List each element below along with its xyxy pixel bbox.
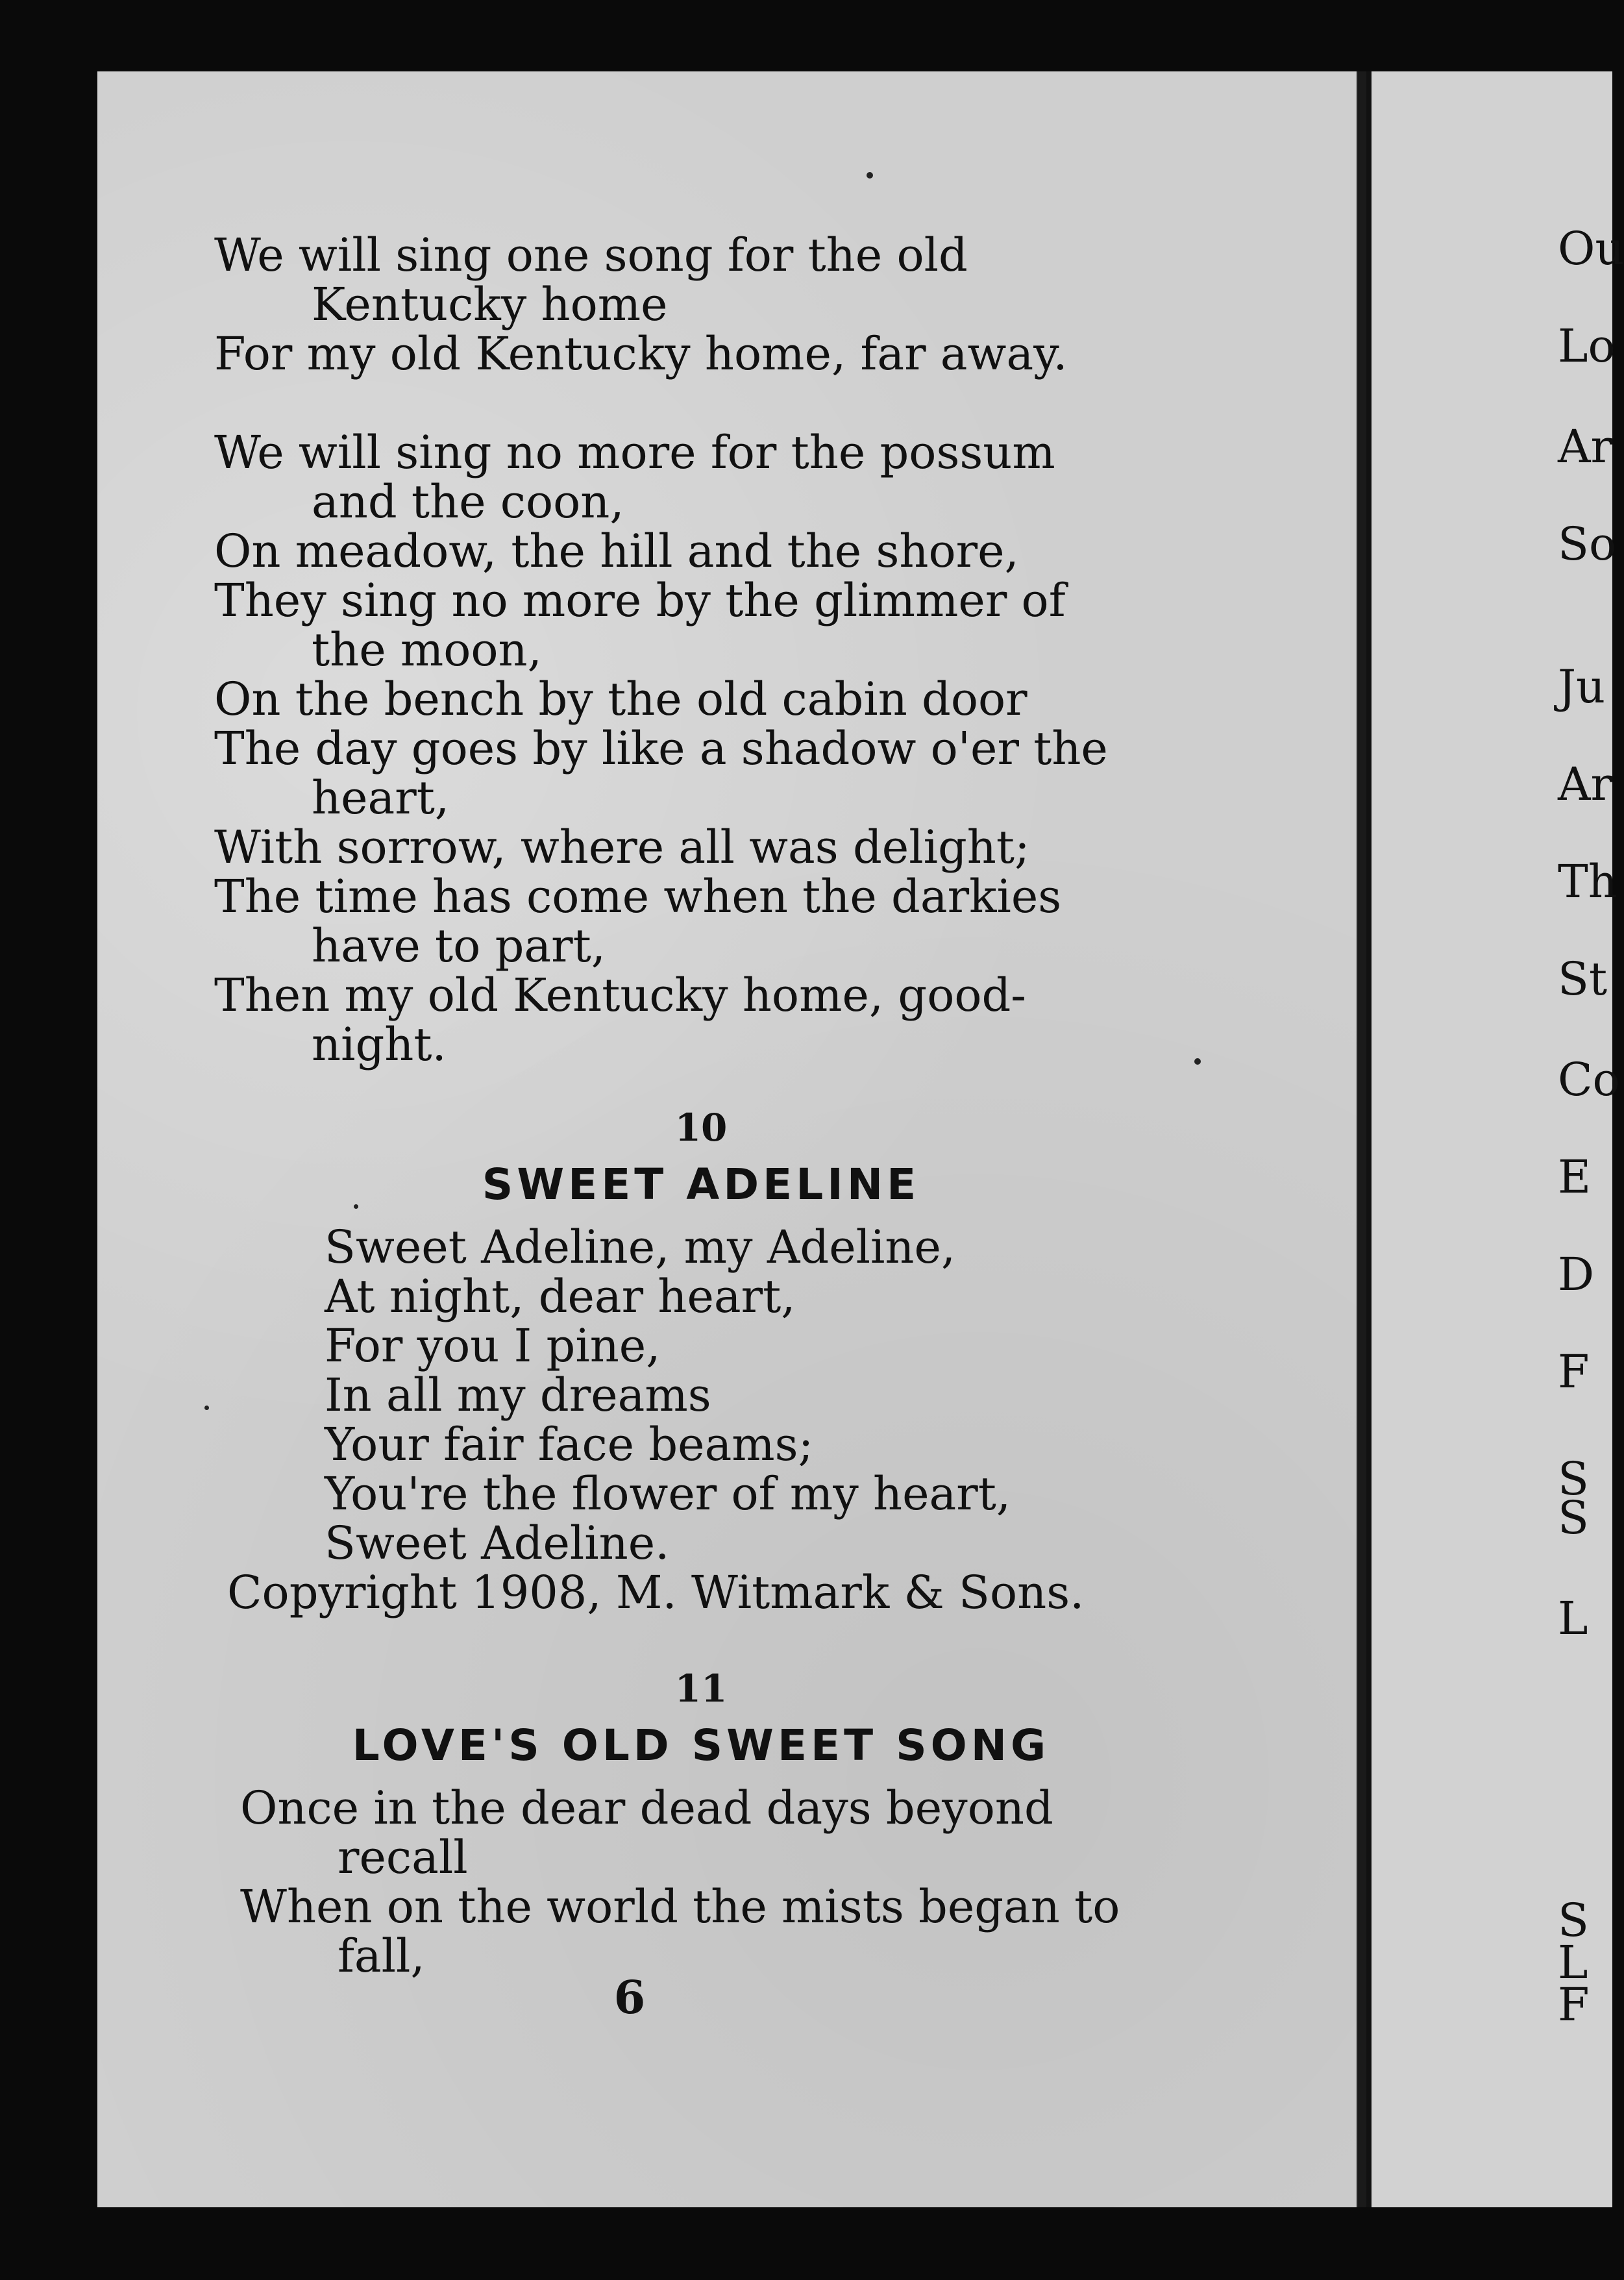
fragment: So (1558, 517, 1617, 571)
lyric-line: On meadow, the hill and the shore, (214, 525, 1019, 578)
fragment: D (1558, 1248, 1595, 1301)
fragment: F (1558, 1978, 1590, 2031)
song-text (214, 230, 1188, 1981)
lyric-line: fall, (338, 1929, 425, 1983)
lyric-line: Once in the dear dead days beyond (240, 1781, 1053, 1835)
lyric-line: We will sing one song for the old (214, 229, 968, 282)
lyric-line: We will sing no more for the possum (214, 426, 1055, 479)
lyric-line: On the bench by the old cabin door (214, 673, 1027, 726)
ink-speck (204, 1406, 209, 1410)
ink-speck (1194, 1058, 1201, 1065)
fragment: Ou (1558, 222, 1624, 275)
lyric-line: Your fair face beams; (325, 1418, 814, 1471)
book-spine (1358, 71, 1367, 2207)
lyric-line: You're the flower of my heart, (325, 1467, 1011, 1520)
lyric-line: Sweet Adeline. (325, 1517, 670, 1570)
lyric-line: For my old Kentucky home, far away. (214, 327, 1068, 380)
fragment: Co (1558, 1053, 1620, 1106)
song-number: 11 (674, 1667, 728, 1711)
lyric-line: The time has come when the darkies (214, 870, 1062, 923)
song-title: SWEET ADELINE (482, 1159, 920, 1209)
lyric-line: and the coon, (312, 475, 624, 528)
fragment: E (1558, 1150, 1592, 1204)
fragment: L (1558, 1592, 1588, 1645)
lyric-line: Sweet Adeline, my Adeline, (325, 1221, 956, 1274)
lyric-line: the moon, (312, 623, 542, 676)
song-number: 10 (674, 1106, 728, 1150)
fragment: St (1558, 952, 1608, 1006)
fragment: S (1558, 1452, 1589, 1506)
ink-speck (867, 172, 873, 179)
fragment: Th (1558, 855, 1618, 908)
lyric-line: With sorrow, where all was delight; (214, 821, 1030, 874)
lyric-line: recall (338, 1831, 468, 1884)
lyric-line: When on the world the mists began to (240, 1880, 1120, 1933)
lyric-line: For you I pine, (325, 1319, 661, 1372)
lyric-line: In all my dreams (325, 1369, 711, 1422)
lyric-line: The day goes by like a shadow o'er the (214, 722, 1108, 775)
fragment: Ju (1558, 660, 1606, 713)
ink-speck (354, 1204, 358, 1209)
lyric-line: night. (312, 1018, 447, 1071)
fragment: S (1558, 1894, 1589, 1947)
copyright-line: Copyright 1908, M. Witmark & Sons. (227, 1566, 1085, 1619)
fragment: L (1558, 1936, 1588, 1989)
fragment: Ar (1558, 420, 1613, 473)
fragment: Ar (1558, 758, 1613, 811)
lyric-line: Kentucky home (312, 278, 668, 331)
page-number: 6 (613, 1970, 646, 2024)
lyric-line: heart, (312, 771, 450, 824)
fragment: S (1558, 1491, 1589, 1544)
lyric-line: At night, dear heart, (325, 1270, 796, 1323)
lyric-line: Then my old Kentucky home, good- (214, 969, 1026, 1022)
lyric-line: They sing no more by the glimmer of (214, 574, 1066, 627)
fragment: F (1558, 1345, 1590, 1398)
fragment: Lo (1558, 319, 1616, 373)
song-title: LOVE'S OLD SWEET SONG (352, 1720, 1050, 1770)
lyric-line: have to part, (312, 919, 606, 973)
right-page (1366, 71, 1612, 2207)
